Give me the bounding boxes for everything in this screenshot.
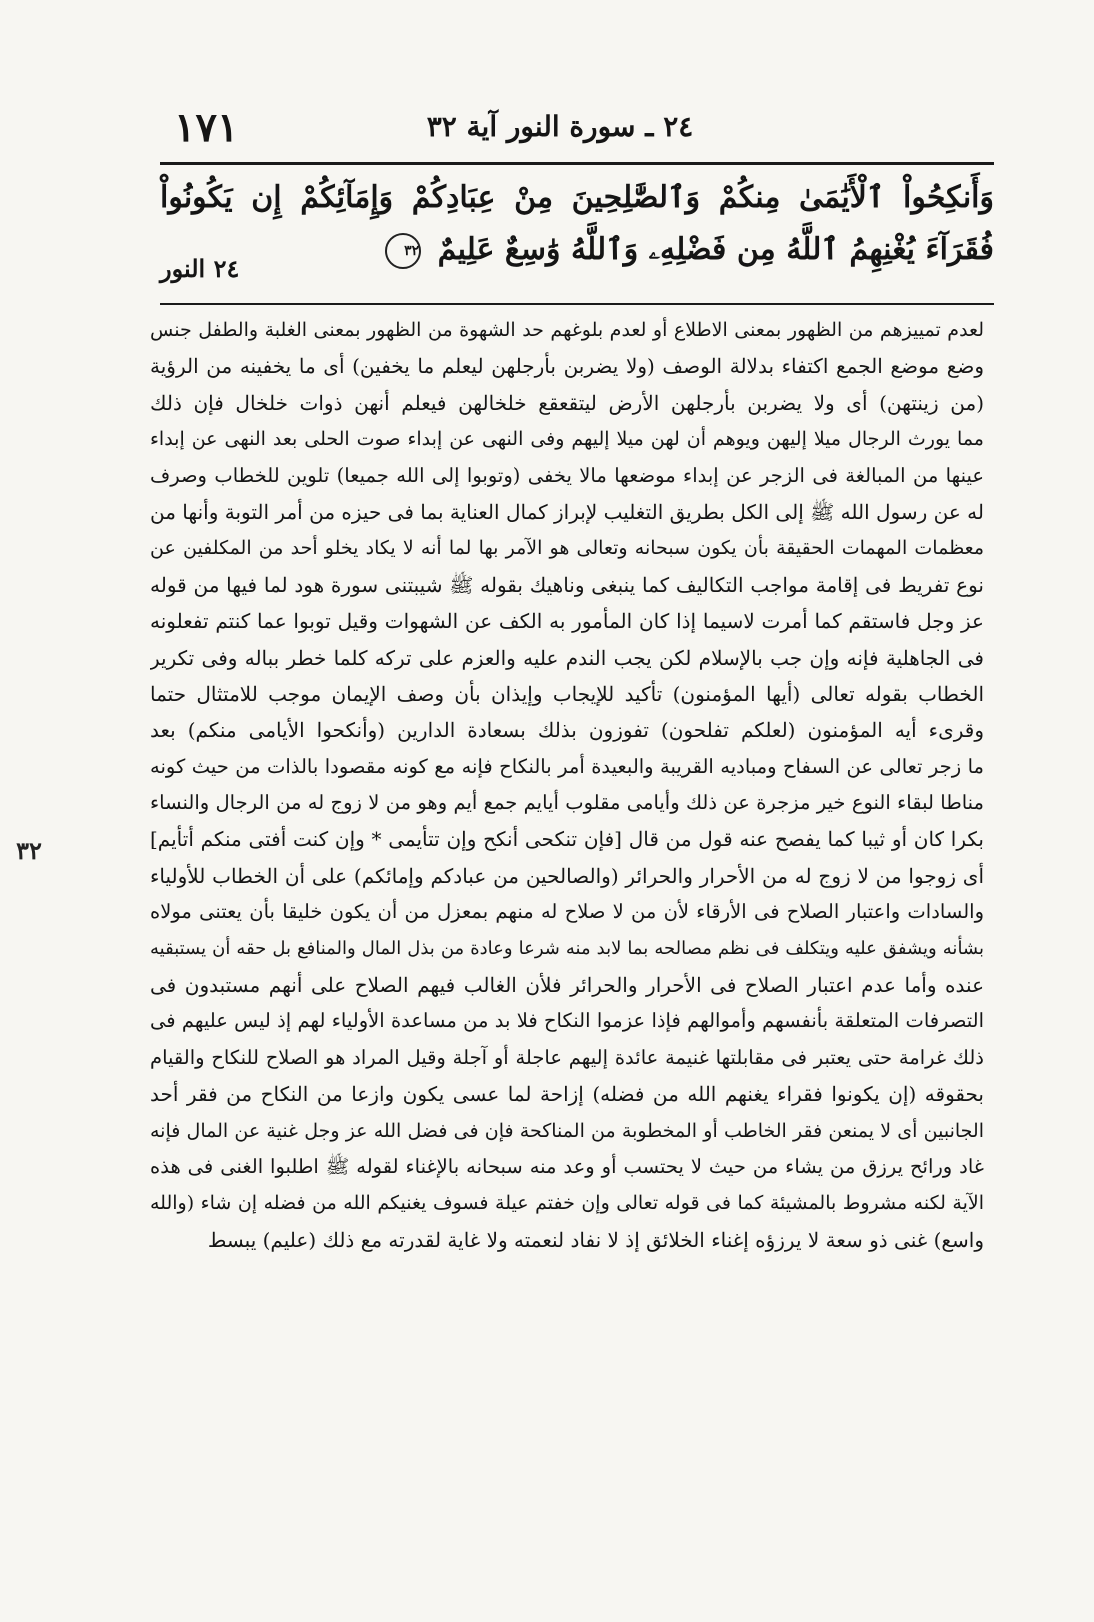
surah-label: ٢٤ النور bbox=[160, 254, 240, 283]
running-head: ٢٤ ـ سورة النور آية ٣٢ bbox=[426, 110, 694, 143]
commentary-line: نوع تفريط فى إقامة مواجب التكاليف كما ينبغى وناهيك بقوله ﷺ شيبتنى سورة هود لما فيها من قوله bbox=[150, 572, 984, 597]
commentary-line: عز وجل فاستقم كما أمرت لاسيما إذا كان المأمور به الكف عن الشهوات وقيل توبوا عما كنتم تفعلونه bbox=[150, 609, 984, 634]
commentary-line: بشأنه ويشفق عليه ويتكلف فى نظم مصالحه بما لابد منه شرعا وعادة من بذل المال والمنافع بل حقه أن يستبقيه bbox=[150, 937, 984, 959]
commentary-line: معظمات المهمات الحقيقة بأن يكون سبحانه وتعالى هو الآمر بها لما أنه لا يكاد يخلو أحد من المكلفين عن bbox=[150, 537, 984, 560]
commentary-line: وضع موضع الجمع اكتفاء بدلالة الوصف (ولا يضربن بأرجلهن ليعلم ما يخفين) أى ما يخفينه من الرؤية bbox=[150, 354, 984, 379]
commentary-text bbox=[150, 312, 984, 1258]
commentary-line: وقرىء أيه المؤمنون (لعلكم تفلحون) تفوزون بذلك بسعادة الدارين (وأنكحوا الأيامى منكم) بعد bbox=[150, 718, 984, 743]
commentary-line: عينها من المبالغة فى الزجر عن إبداء موضعها مالا يخفى (وتوبوا إلى الله جميعا) تلوين للخطاب وصرف bbox=[150, 463, 984, 487]
commentary-line: (من زينتهن) أى ولا يضربن بأرجلهن الأرض ليتقعقع خلخالهن فيعلم أنهن ذوات خلخال فإن ذلك bbox=[150, 390, 984, 415]
commentary-line: بحقوقه (إن يكونوا فقراء يغنهم الله من فضله) إزاحة لما عسى يكون وازعا من النكاح من فقر أحد bbox=[150, 1082, 984, 1107]
header-rule bbox=[160, 162, 994, 165]
commentary-line: بكرا كان أو ثيبا كما يفصح عنه قول من قال [فإن تنكحى أنكح وإن تتأيمى * وإن كنت أفتى منكم أتأيم] bbox=[150, 827, 984, 852]
commentary-line: الجانبين أى لا يمنعن فقر الخاطب أو المخطوبة من المناكحة فإن فى فضل الله عز وجل غنية عن المال فإنه bbox=[150, 1119, 984, 1142]
commentary-line: واسع) غنى ذو سعة لا يرزؤه إغناء الخلائق إذ لا نفاد لنعمته ولا غاية لقدرته مع ذلك (عليم) يبسط bbox=[207, 1227, 984, 1252]
verse-rule bbox=[160, 303, 994, 305]
commentary-line: الآية لكنه مشروط بالمشيئة كما فى قوله تعالى وإن خفتم عيلة فسوف يغنيكم الله من فضله إن شاء (والله bbox=[150, 1192, 984, 1215]
verse-text: وَأَنكِحُواْ ٱلْأَيَٰمَىٰ مِنكُمْ وَٱلصَّٰلِحِينَ مِنْ عِبَادِكُمْ وَإِمَآئِكُمْ إِن يَكُونُواْ فُقَرَآءَ يُغْنِهِمُ ٱللَّهُ مِن فَضْلِهِۦ وَٱللَّهُ وَٰسِعٌ عَلِيمٌ bbox=[160, 180, 994, 267]
commentary-line: ذلك غرامة حتى يعتبر فى مقابلتها غنيمة عائدة إليهم عاجلة أو آجلة وقيل المراد هو الصلاح للنكاح والقيام bbox=[150, 1045, 984, 1069]
commentary-line: فى الجاهلية فإنه وإن جب بالإسلام لكن يجب الندم عليه والعزم على تركه كلما خطر بباله وفى تكرير bbox=[150, 645, 984, 670]
commentary-line: غاد ورائح يرزق من يشاء من حيث لا يحتسب أو وعد منه سبحانه بالإغناء لقوله ﷺ اطلبوا الغنى فى هذه bbox=[150, 1154, 984, 1178]
commentary-line: له عن رسول الله ﷺ إلى الكل بطريق التغليب لإبراز كمال العناية بما فى حيزه من أمر التوبة وأنها من bbox=[150, 499, 984, 524]
quran-verse-box bbox=[160, 172, 994, 302]
commentary-line: التصرفات المتعلقة بأنفسهم وأموالهم فإذا عزموا النكاح فلا بد من مساعدة الأولياء لهم إذ ليس عليهم فى bbox=[150, 1009, 984, 1033]
commentary-line: مما يورث الرجال ميلا إليهن ويوهم أن لهن ميلا إليهم وفى النهى عن إبداء صوت الحلى بعد النهى عن إبداء bbox=[150, 428, 984, 451]
commentary-line: مناطا لبقاء النوع خير مزجرة عن ذلك وأيامى مقلوب أيايم جمع أيم وهو من لا زوج له من الرجال والنساء bbox=[150, 791, 984, 815]
commentary-line: والسادات واعتبار الصلاح فى الأرقاء لأن من لا صلاح له منهم بمعزل من أن يكون خليقا بأن يعتنى مولاه bbox=[150, 900, 984, 924]
page-number: ١٧١ bbox=[174, 104, 239, 151]
commentary-line: ما زجر تعالى عن السفاح ومباديه القريبة والبعيدة أمر بالنكاح فإنه مع كونه مقصودا بالذات من حيث كونه bbox=[150, 754, 984, 778]
commentary-line: لعدم تمييزهم من الظهور بمعنى الاطلاع أو لعدم بلوغهم حد الشهوة من الظهور بمعنى الغلبة والطفل جنس bbox=[150, 319, 984, 341]
commentary-line: أى زوجوا من لا زوج له من الأحرار والحرائر (والصالحين من عبادكم وإمائكم) على أن الخطاب للأولياء bbox=[150, 863, 984, 888]
page-header bbox=[160, 100, 994, 160]
margin-verse-number: ٣٢ bbox=[16, 836, 42, 865]
commentary-line: الخطاب بقوله تعالى (أيها المؤمنون) تأكيد للإيجاب وإيذان بأن وصف الإيمان موجب للامتثال حتما bbox=[150, 681, 984, 706]
verse-end-marker: ٣٢ bbox=[385, 233, 421, 269]
commentary-line: عنده وأما عدم اعتبار الصلاح فى الأحرار والحرائر فلأن الغالب فيهم الصلاح على أنهم مستبدون فى bbox=[150, 973, 984, 998]
quran-verse bbox=[160, 172, 994, 276]
